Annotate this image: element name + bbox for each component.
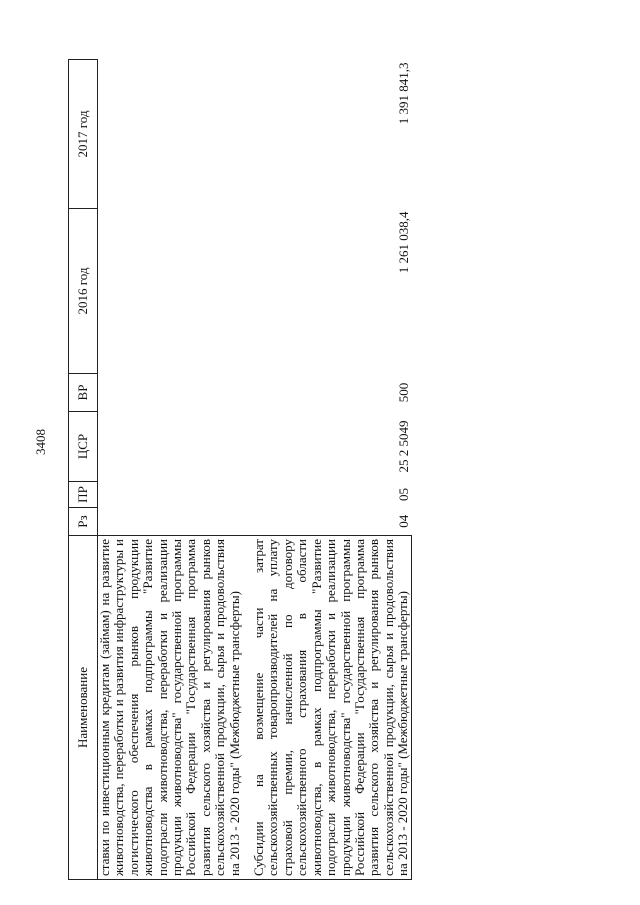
row-2016: 1 261 038,4 (395, 211, 411, 274)
row-2017 (98, 60, 243, 209)
header-2016: 2016 год (69, 209, 98, 374)
row-csr (98, 412, 243, 482)
header-rz: Рз (69, 508, 98, 536)
table-header-row (69, 60, 98, 880)
header-csr: ЦСР (69, 412, 98, 482)
row-name: Субсидии на возмещение части затрат сельскохозяйственных товаропроизводителей на уплату страховой премии, начисленной по договору сельскохозяйственного страхования в области животноводства, в рамках подпрограммы "Развитие подотрасли животноводства, переработки и реализации продукции животноводства" государственной программы Российской Федерации "Государственная программа развития сельского хозяйства и регулирования рынков сельскохозяйственной продукции, сырья и продовольствия на 2013 - 2020 годы" (Межбюджетные трансферты) (252, 536, 411, 880)
table-row (98, 60, 243, 880)
row-2016 (98, 209, 243, 374)
row-pr: 05 (395, 488, 411, 501)
row-vr (98, 374, 243, 412)
table-row (252, 60, 411, 880)
row-csr: 25 2 5049 (395, 420, 411, 473)
row-rz (98, 508, 243, 536)
row-2017: 1 391 841,3 (395, 62, 411, 125)
header-pr: ПР (69, 482, 98, 508)
header-vr: ВР (69, 374, 98, 412)
header-2017: 2017 год (69, 60, 98, 209)
budget-table (68, 59, 412, 880)
row-name: ставки по инвестиционным кредитам (займам) на развитие животноводства, переработки и развития инфраструктуры и логистического обеспечения рынков продукции животноводства в рамках подпрограммы "Развитие подотрасли животноводства, переработки и реализации продукции животноводства" государственной программы Российской Федерации "Государственная программа развития сельского хозяйства и регулирования рынков сельскохозяйственной продукции, сырья и продовольствия на 2013 - 2020 годы" (Межбюджетные трансферты) (98, 536, 243, 880)
rotated-page (68, 60, 608, 880)
row-rz: 04 (395, 514, 411, 528)
header-name: Наименование (69, 536, 98, 880)
page-number: 3408 (33, 429, 48, 455)
row-vr: 500 (395, 382, 411, 403)
row-pr (98, 482, 243, 508)
